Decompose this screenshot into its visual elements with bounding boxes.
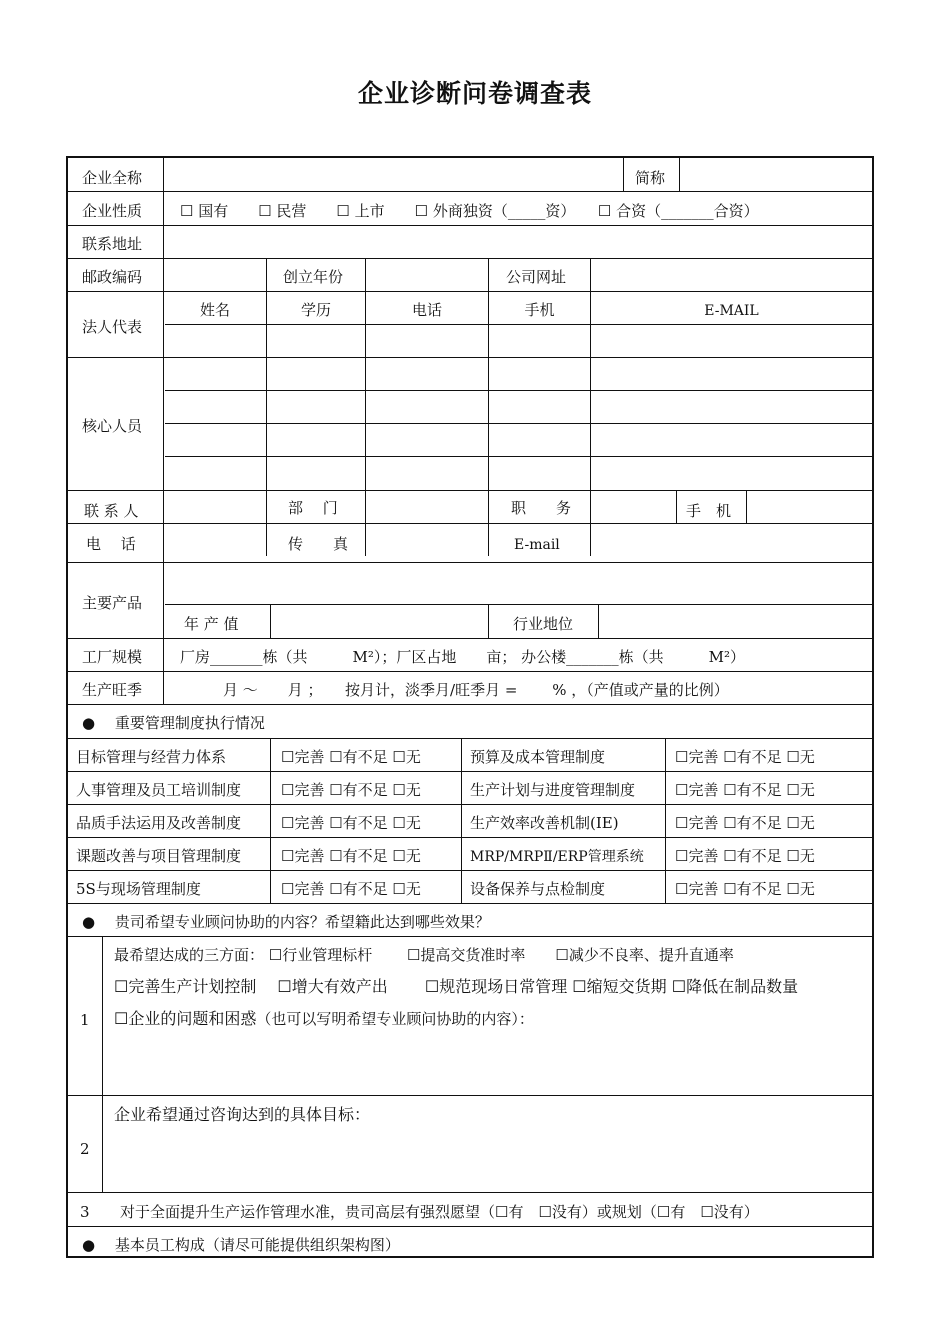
mgmt-left-1: 目标管理与经营力体系 <box>76 748 227 766</box>
products-label: 主要产品 <box>82 594 143 612</box>
mgmt-right-2: 生产计划与进度管理制度 <box>470 781 636 799</box>
mgmt-left-5: 5S与现场管理制度 <box>76 880 201 898</box>
mgmt-right-1-options[interactable]: ☐完善 ☐有不足 ☐无 <box>675 748 815 766</box>
mgmt-right-5-options[interactable]: ☐完善 ☐有不足 ☐无 <box>675 880 815 898</box>
consult-item-1-number: 1 <box>80 1011 90 1029</box>
peak-text[interactable]: 月 ～ 月 ； 按月计，淡季月/旺季月 = % ，（产值或产量的比例） <box>223 681 729 699</box>
mgmt-left-3-options[interactable]: ☐完善 ☐有不足 ☐无 <box>281 814 421 832</box>
position-label: 职 务 <box>511 499 572 517</box>
mgmt-section-header: ● 重要管理制度执行情况 <box>82 714 265 732</box>
col-mobile: 手机 <box>524 301 555 319</box>
mgmt-right-3: 生产效率改善机制(IE) <box>470 814 619 832</box>
core-staff-label: 核心人员 <box>82 417 143 435</box>
legal-rep-label: 法人代表 <box>82 318 143 336</box>
col-phone: 电话 <box>411 301 442 319</box>
postcode-label: 邮政编码 <box>82 268 143 286</box>
mgmt-left-3: 品质手法运用及改善制度 <box>76 814 242 832</box>
problems-hint: （也可以写明希望专业顾问协助的内容）： <box>256 1010 534 1028</box>
fax-label: 传 真 <box>288 535 349 553</box>
factory-text[interactable]: 厂房_______栋（共 M²）；厂区占地 亩； 办公楼_______栋（共 M²） <box>180 648 746 666</box>
full-name-label: 企业全称 <box>82 169 143 187</box>
col-name: 姓名 <box>199 301 230 319</box>
page-title: 企业诊断问卷调查表 <box>357 79 592 108</box>
nature-options[interactable]: ☐ 国有 ☐ 民营 ☐ 上市 ☐ 外商独资（_____资） ☐ 合资（_______合资） <box>180 202 759 220</box>
col-email: E-MAIL <box>704 303 759 319</box>
problems-option[interactable]: ☐企业的问题和困惑 <box>114 1009 257 1028</box>
consult-item-3-number: 3 <box>80 1203 90 1221</box>
dept-label: 部 门 <box>288 499 338 517</box>
consult-line-3[interactable] <box>114 1010 534 1028</box>
factory-label: 工厂规模 <box>82 648 143 666</box>
mgmt-left-4: 课题改善与项目管理制度 <box>76 847 242 865</box>
consult-line-1[interactable]: 最希望达成的三方面： ☐行业管理标杆 ☐提高交货准时率 ☐减少不良率、提升直通率 <box>114 946 734 964</box>
mgmt-left-4-options[interactable]: ☐完善 ☐有不足 ☐无 <box>281 847 421 865</box>
staff-section-header: ● 基本员工构成（请尽可能提供组织架构图） <box>82 1236 400 1254</box>
founded-label: 创立年份 <box>283 268 344 286</box>
annual-output-label: 年 产 值 <box>184 615 239 633</box>
website-label: 公司网址 <box>506 268 567 286</box>
consult-line-2[interactable]: ☐完善生产计划控制 ☐增大有效产出 ☐规范现场日常管理 ☐缩短交货期 ☐降低在制品数量 <box>114 977 799 996</box>
consult-goal-label: 企业希望通过咨询达到的具体目标： <box>114 1105 371 1124</box>
address-label: 联系地址 <box>82 235 143 253</box>
phone-label: 电 话 <box>86 535 136 553</box>
consult-section-header: ● 贵司希望专业顾问协助的内容？希望籍此达到哪些效果？ <box>82 913 490 931</box>
mgmt-left-1-options[interactable]: ☐完善 ☐有不足 ☐无 <box>281 748 421 766</box>
mgmt-right-2-options[interactable]: ☐完善 ☐有不足 ☐无 <box>675 781 815 799</box>
nature-label: 企业性质 <box>82 202 143 220</box>
mgmt-left-5-options[interactable]: ☐完善 ☐有不足 ☐无 <box>281 880 421 898</box>
peak-label: 生产旺季 <box>82 681 143 699</box>
mgmt-right-1: 预算及成本管理制度 <box>470 748 606 766</box>
consult-line-4[interactable]: 对于全面提升生产运作管理水准，贵司高层有强烈愿望（☐有 ☐没有）或规划（☐有 ☐没有） <box>120 1203 759 1221</box>
consult-item-2-number: 2 <box>80 1140 90 1158</box>
mgmt-left-2-options[interactable]: ☐完善 ☐有不足 ☐无 <box>281 781 421 799</box>
industry-position-label: 行业地位 <box>513 615 574 633</box>
short-name-label: 简称 <box>635 169 666 187</box>
col-education: 学历 <box>300 301 331 319</box>
mgmt-right-4: MRP/MRPⅡ/ERP管理系统 <box>470 849 644 865</box>
mgmt-right-5: 设备保养与点检制度 <box>470 880 606 898</box>
mgmt-left-2: 人事管理及员工培训制度 <box>76 781 242 799</box>
survey-form <box>66 156 874 1258</box>
email-label: E-mail <box>514 537 560 553</box>
mgmt-right-3-options[interactable]: ☐完善 ☐有不足 ☐无 <box>675 814 815 832</box>
mgmt-right-4-options[interactable]: ☐完善 ☐有不足 ☐无 <box>675 847 815 865</box>
contact-person-label: 联 系 人 <box>84 502 139 520</box>
mobile-label: 手 机 <box>686 502 732 520</box>
